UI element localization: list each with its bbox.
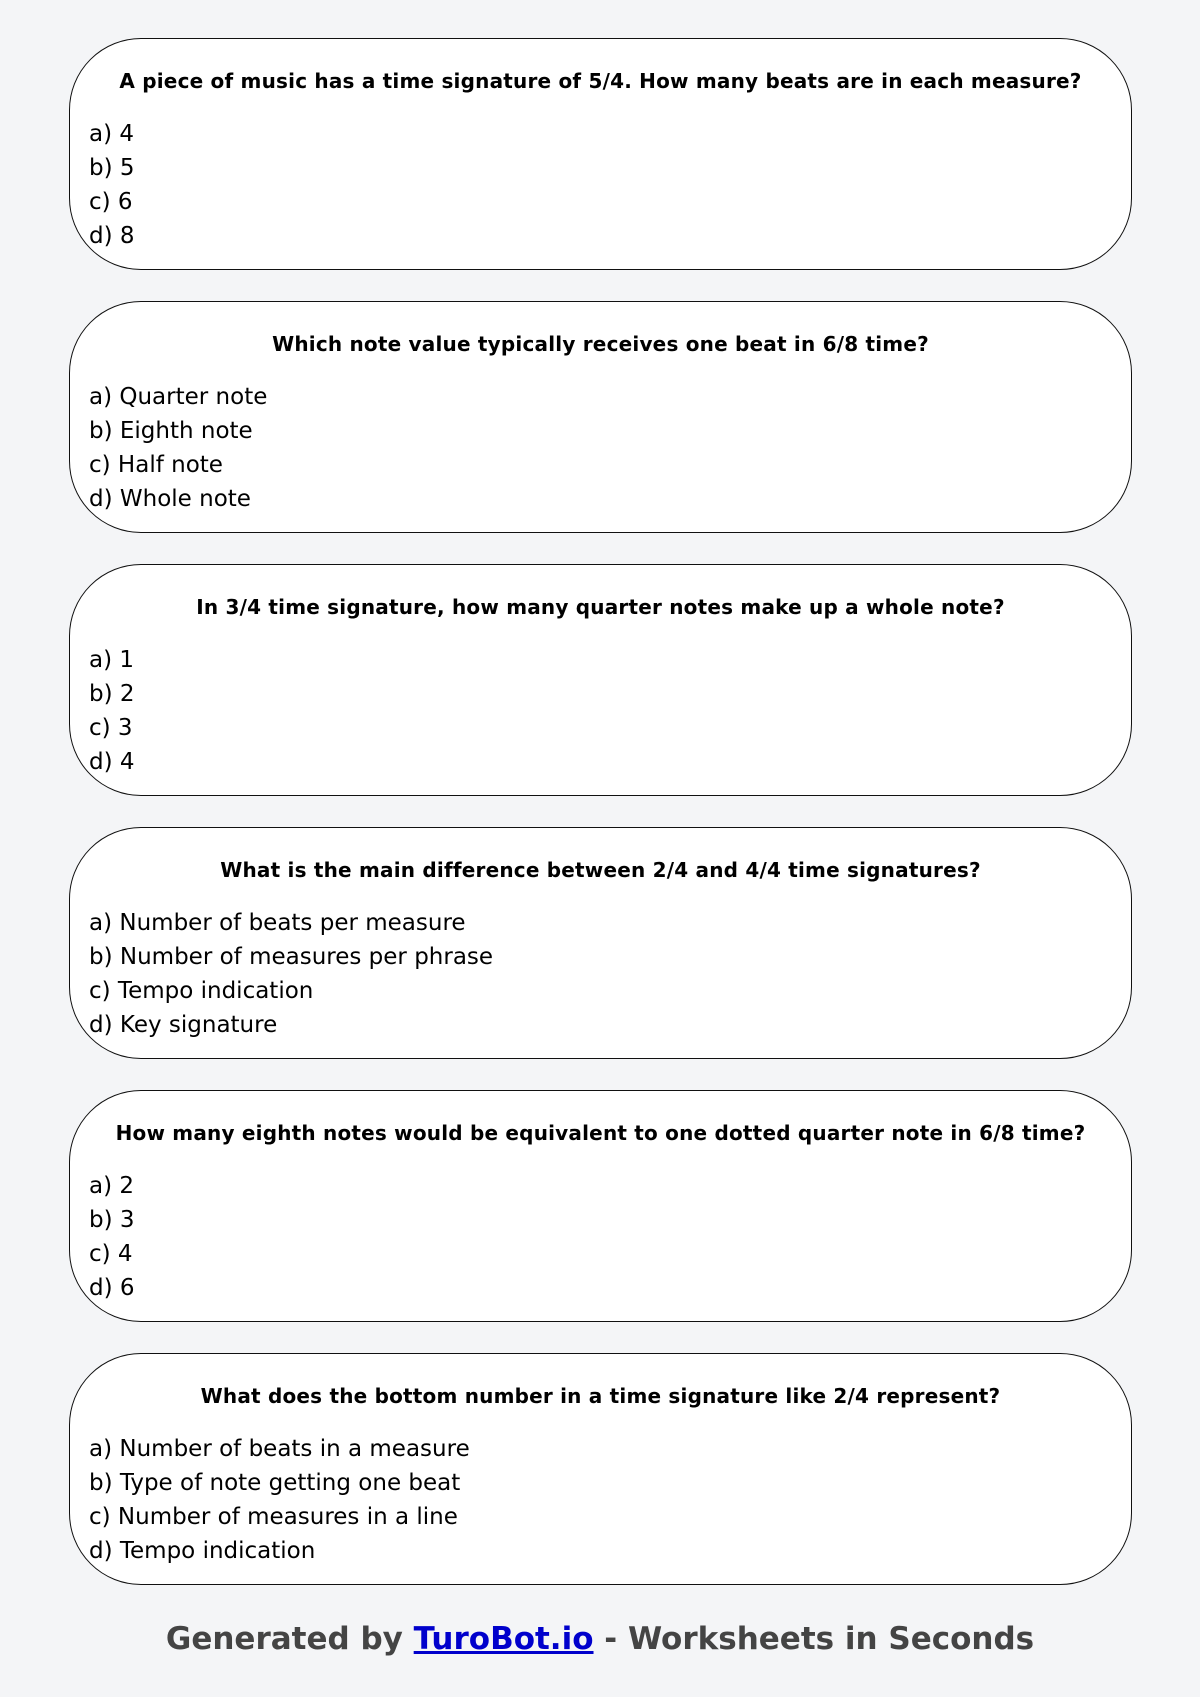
question-text: What is the main difference between 2/4 and 4/4 time signatures? — [220, 858, 981, 882]
option-b: b) 5 — [89, 155, 135, 181]
option-b: b) Type of note getting one beat — [89, 1470, 461, 1496]
question-text: A piece of music has a time signature of 5/4. How many beats are in each measure? — [119, 69, 1082, 93]
question-card-6 — [69, 1353, 1132, 1585]
option-d: d) 4 — [89, 749, 135, 775]
answer-options — [89, 380, 267, 516]
option-b: b) 3 — [89, 1207, 135, 1233]
option-c: c) 6 — [89, 189, 133, 215]
option-b: b) Number of measures per phrase — [89, 944, 494, 970]
option-d: d) Key signature — [89, 1012, 278, 1038]
question-card-3 — [69, 564, 1132, 796]
footer-credit — [0, 1619, 1200, 1659]
answer-options — [89, 1169, 135, 1305]
option-a: a) Quarter note — [89, 384, 268, 410]
option-c: c) Tempo indication — [89, 978, 314, 1004]
option-a: a) 2 — [89, 1173, 135, 1199]
option-c: c) Number of measures in a line — [89, 1504, 458, 1530]
worksheet — [69, 38, 1132, 1616]
option-a: a) Number of beats per measure — [89, 910, 466, 936]
answer-options — [89, 117, 135, 253]
option-c: c) 4 — [89, 1241, 133, 1267]
question-text: What does the bottom number in a time signature like 2/4 represent? — [200, 1384, 1001, 1408]
option-b: b) 2 — [89, 681, 135, 707]
question-card-4 — [69, 827, 1132, 1059]
option-c: c) Half note — [89, 452, 223, 478]
option-a: a) 4 — [89, 121, 135, 147]
option-d: d) Whole note — [89, 486, 251, 512]
turobot-link[interactable]: TuroBot.io — [413, 1621, 594, 1657]
answer-options — [89, 643, 135, 779]
question-text: In 3/4 time signature, how many quarter notes make up a whole note? — [196, 595, 1005, 619]
footer-suffix: - Worksheets in Seconds — [593, 1621, 1035, 1657]
answer-options — [89, 1432, 470, 1568]
option-a: a) 1 — [89, 647, 135, 673]
question-card-5 — [69, 1090, 1132, 1322]
question-text: Which note value typically receives one beat in 6/8 time? — [272, 332, 929, 356]
option-c: c) 3 — [89, 715, 133, 741]
footer-prefix: Generated by — [165, 1621, 414, 1657]
option-b: b) Eighth note — [89, 418, 253, 444]
option-d: d) 8 — [89, 223, 135, 249]
option-d: d) Tempo indication — [89, 1538, 316, 1564]
question-card-1 — [69, 38, 1132, 270]
option-a: a) Number of beats in a measure — [89, 1436, 470, 1462]
option-d: d) 6 — [89, 1275, 135, 1301]
question-text: How many eighth notes would be equivalent to one dotted quarter note in 6/8 time? — [115, 1121, 1086, 1145]
question-card-2 — [69, 301, 1132, 533]
answer-options — [89, 906, 493, 1042]
